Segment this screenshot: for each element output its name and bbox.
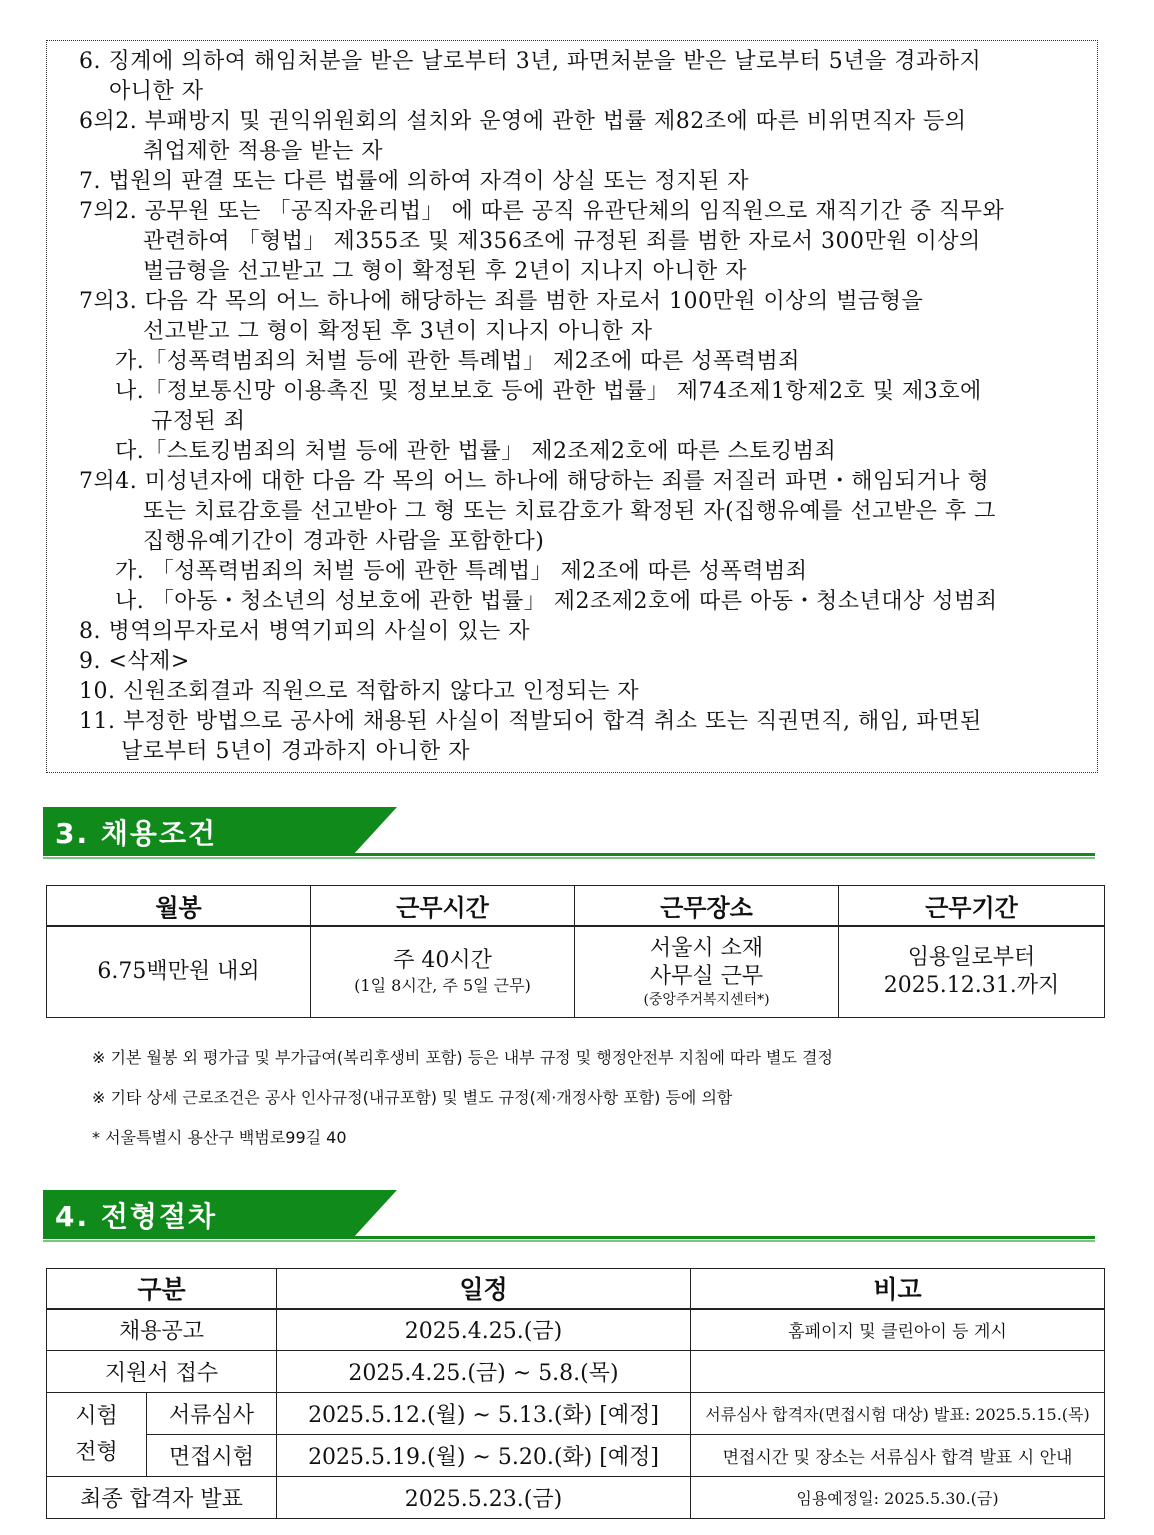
- header-schedule: 일정: [277, 1269, 691, 1309]
- hours-sub: (1일 8시간, 주 5일 근무): [354, 975, 531, 995]
- table-row: [47, 1351, 1105, 1393]
- disqualification-line: 가. 「성폭력범죄의 처벌 등에 관한 특례법」 제2조에 따른 성폭력범죄: [115, 559, 808, 584]
- header-salary: 월봉: [47, 886, 311, 926]
- hours-main: 주 40시간: [393, 947, 492, 973]
- disqualification-line: 나.「정보통신망 이용촉진 및 정보보호 등에 관한 법률」 제74조제1항제2호 및 제3호에: [115, 379, 982, 404]
- period-line2: 2025.12.31.까지: [883, 972, 1060, 998]
- row-label: 서류심사: [147, 1393, 277, 1435]
- table-row: [47, 1435, 1105, 1477]
- disqualification-line: 다.「스토킹범죄의 처벌 등에 관한 법률」 제2조제2호에 따른 스토킹범죄: [115, 439, 837, 464]
- disqualification-line: 11. 부정한 방법으로 공사에 채용된 사실이 적발되어 합격 취소 또는 직권면직, 해임, 파면된: [79, 709, 982, 734]
- row-label: 지원서 접수: [47, 1351, 277, 1393]
- procedure-table: [46, 1268, 1105, 1519]
- disqualification-line: 7의4. 미성년자에 대한 다음 각 목의 어느 하나에 해당하는 죄를 저질러 파면・해임되거나 형: [79, 469, 990, 494]
- disqualification-line: 또는 치료감호를 선고받아 그 형 또는 치료감호가 확정된 자(집행유예를 선고받은 후 그: [143, 499, 996, 524]
- disqualification-line: 선고받고 그 형이 확정된 후 3년이 지나지 아니한 자: [143, 319, 653, 344]
- disqualification-line: 7. 법원의 판결 또는 다른 법률에 의하여 자격이 상실 또는 정지된 자: [79, 169, 749, 194]
- condition-note: ※ 기본 월봉 외 평가급 및 부가급여(복리후생비 포함) 등은 내부 규정 및 행정안전부 지침에 따라 별도 결정: [92, 1048, 833, 1067]
- table-row: [47, 1309, 1105, 1351]
- condition-note: ※ 기타 상세 근로조건은 공사 인사규정(내규포함) 및 별도 규정(제·개정사항 포함) 등에 의함: [92, 1088, 733, 1107]
- row-date: 2025.5.19.(월) ~ 5.20.(화) [예정]: [277, 1435, 691, 1477]
- place-line1: 서울시 소재: [649, 935, 764, 961]
- disqualification-line: 8. 병역의무자로서 병역기피의 사실이 있는 자: [79, 619, 530, 644]
- salary-cell: 6.75백만원 내외: [47, 926, 311, 1018]
- place-cell: [575, 926, 839, 1018]
- section-tab-arrow: [353, 1190, 397, 1238]
- disqualification-line: 7의2. 공무원 또는 「공직자윤리법」 에 따른 공직 유관단체의 임직원으로 재직기간 중 직무와: [79, 199, 1005, 224]
- section-underline-light: [43, 857, 1095, 859]
- row-date: 2025.4.25.(금): [277, 1309, 691, 1351]
- row-remark: 임용예정일: 2025.5.30.(금): [691, 1477, 1105, 1519]
- section-header-procedure: [43, 1190, 1095, 1240]
- table-row: [47, 1477, 1105, 1519]
- disqualification-line: 가.「성폭력범죄의 처벌 등에 관한 특례법」 제2조에 따른 성폭력범죄: [115, 349, 800, 374]
- section-header-conditions: [43, 807, 1095, 857]
- exam-label-1: 시험: [75, 1403, 118, 1429]
- place-line2: 사무실 근무: [649, 963, 764, 989]
- section-title: 4. 전형절차: [55, 1200, 218, 1233]
- place-sub: (중앙주거복지센터*): [643, 991, 770, 1008]
- disqualification-line: 6의2. 부패방지 및 권익위원회의 설치와 운영에 관한 법률 제82조에 따른 비위면직자 등의: [79, 109, 967, 134]
- table-header-row: [47, 1269, 1105, 1309]
- row-date: 2025.5.23.(금): [277, 1477, 691, 1519]
- disqualification-line: 9. <삭제>: [79, 649, 190, 674]
- row-remark: 서류심사 합격자(면접시험 대상) 발표: 2025.5.15.(목): [691, 1393, 1105, 1435]
- header-place: 근무장소: [575, 886, 839, 926]
- disqualification-line: 날로부터 5년이 경과하지 아니한 자: [121, 739, 470, 764]
- disqualification-line: 벌금형을 선고받고 그 형이 확정된 후 2년이 지나지 아니한 자: [143, 259, 747, 284]
- section-tab-arrow: [353, 807, 397, 855]
- disqualification-line: 관련하여 「형법」 제355조 및 제356조에 규정된 죄를 범한 자로서 300만원 이상의: [143, 229, 981, 254]
- disqualification-line: 10. 신원조회결과 직원으로 적합하지 않다고 인정되는 자: [79, 679, 639, 704]
- row-date: 2025.5.12.(월) ~ 5.13.(화) [예정]: [277, 1393, 691, 1435]
- disqualification-line: 집행유예기간이 경과한 사람을 포함한다): [143, 529, 545, 554]
- header-remark: 비고: [691, 1269, 1105, 1309]
- row-remark: 홈페이지 및 클린아이 등 게시: [691, 1309, 1105, 1351]
- table-header-row: [47, 886, 1105, 926]
- table-row: [47, 926, 1105, 1018]
- disqualification-line: 규정된 죄: [151, 409, 246, 434]
- row-label: 면접시험: [147, 1435, 277, 1477]
- table-row: [47, 1393, 1105, 1435]
- disqualification-line: 아니한 자: [109, 79, 204, 104]
- address-footnote: * 서울특별시 용산구 백범로99길 40: [92, 1128, 347, 1147]
- row-date: 2025.4.25.(금) ~ 5.8.(목): [277, 1351, 691, 1393]
- disqualification-box: [46, 40, 1098, 773]
- period-cell: [839, 926, 1105, 1018]
- period-line1: 임용일로부터: [907, 944, 1036, 970]
- hours-cell: [311, 926, 575, 1018]
- header-period: 근무기간: [839, 886, 1105, 926]
- exam-label-2: 전형: [75, 1439, 118, 1465]
- header-category: 구분: [47, 1269, 277, 1309]
- disqualification-line: 나. 「아동・청소년의 성보호에 관한 법률」 제2조제2호에 따른 아동・청소년대상 성범죄: [115, 589, 998, 614]
- row-label: 채용공고: [47, 1309, 277, 1351]
- section-underline-light: [43, 1240, 1095, 1242]
- header-hours: 근무시간: [311, 886, 575, 926]
- conditions-table: [46, 885, 1105, 1018]
- section-underline: [43, 853, 1095, 856]
- section-underline: [43, 1236, 1095, 1239]
- section-title: 3. 채용조건: [55, 817, 218, 850]
- row-remark: [691, 1351, 1105, 1393]
- disqualification-line: 취업제한 적용을 받는 자: [143, 139, 384, 164]
- disqualification-line: 6. 징계에 의하여 해임처분을 받은 날로부터 3년, 파면처분을 받은 날로부터 5년을 경과하지: [79, 49, 982, 74]
- exam-group-label: [47, 1393, 147, 1477]
- disqualification-line: 7의3. 다음 각 목의 어느 하나에 해당하는 죄를 범한 자로서 100만원 이상의 벌금형을: [79, 289, 924, 314]
- row-label: 최종 합격자 발표: [47, 1477, 277, 1519]
- row-remark: 면접시간 및 장소는 서류심사 합격 발표 시 안내: [691, 1435, 1105, 1477]
